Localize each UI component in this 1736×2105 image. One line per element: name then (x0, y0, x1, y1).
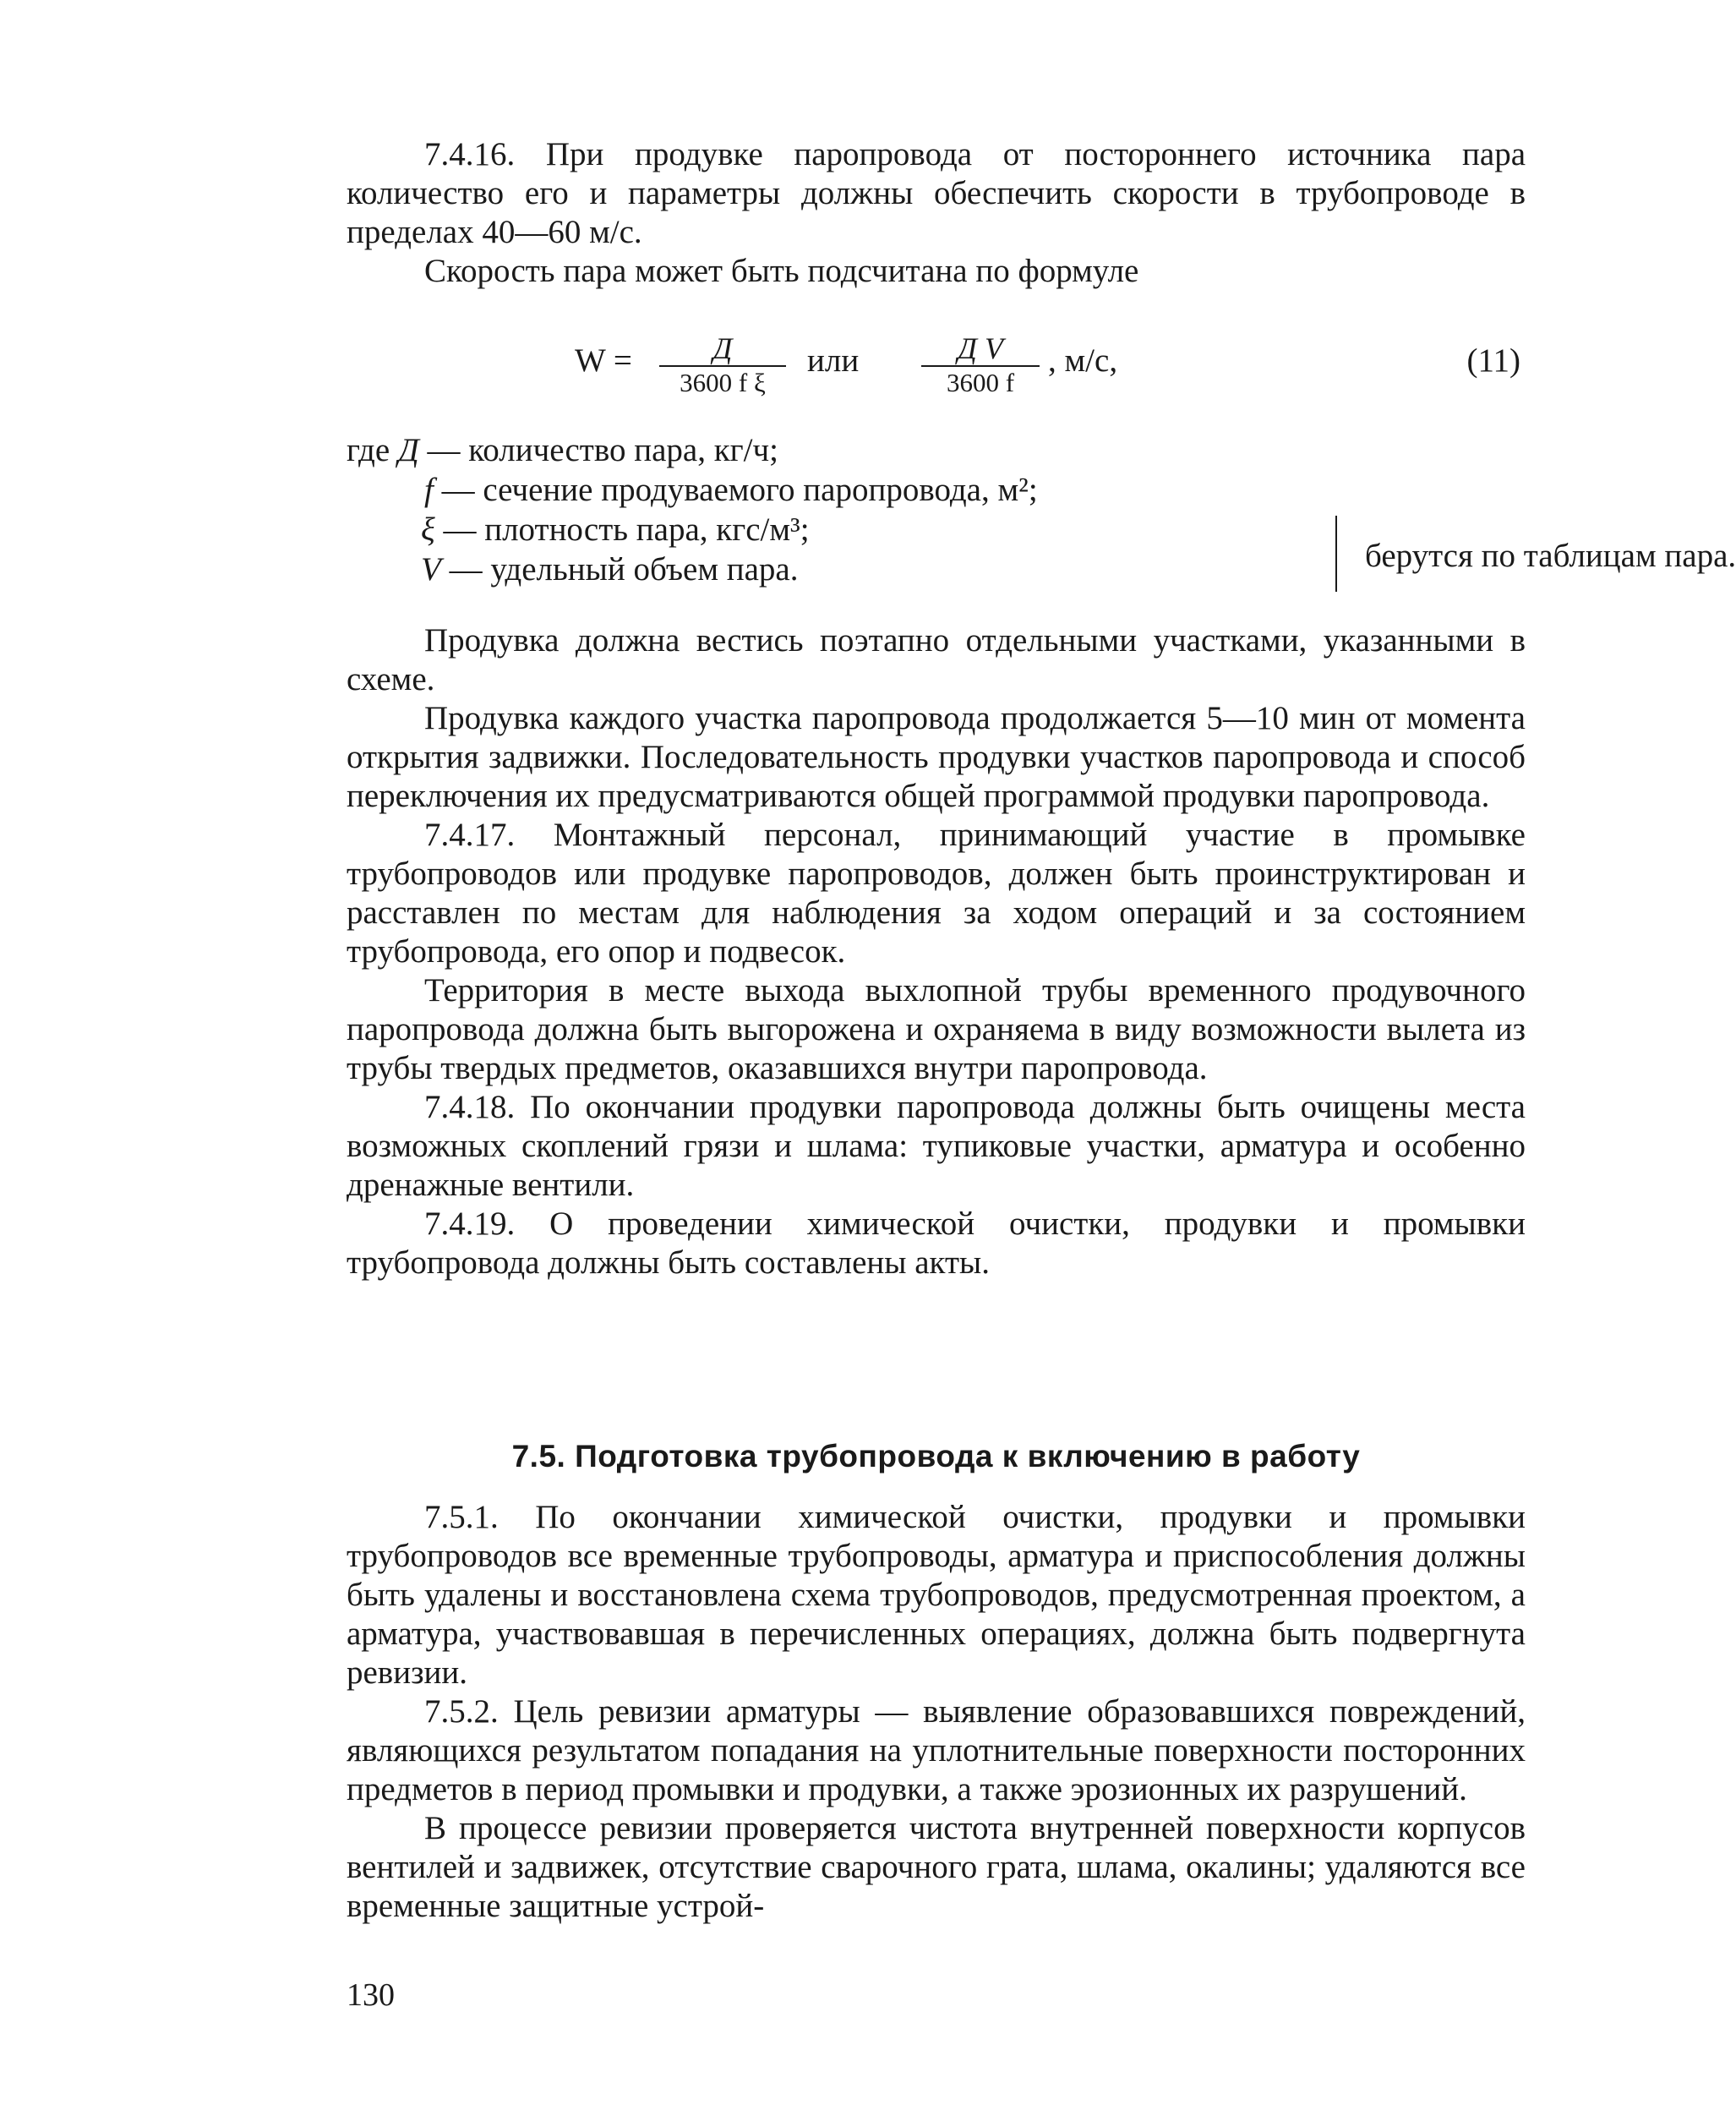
definition-v (421, 550, 799, 589)
paragraph-blowing-stages: Продувка должна вестись поэтапно отдельными участками, указанными в схеме. (347, 622, 1526, 697)
paragraph-formula-intro: Скорость пара может быть подсчитана по формуле (424, 253, 1139, 289)
symbol-d: Д (397, 432, 419, 468)
fraction-1-numerator: Д (712, 331, 733, 365)
section-heading-7-5: 7.5. Подготовка трубопровода к включению в работу (511, 1439, 1361, 1474)
formula-number: (11) (1466, 342, 1520, 379)
definition-v-text: — удельный объем пара. (449, 551, 799, 588)
definition-xi (421, 511, 810, 549)
paragraph-7-5-1: 7.5.1. По окончании химической очистки, продувки и промывки трубопроводов все временные трубопроводы, арматура и приспособления должны быть удалены и восстановлена схема трубопроводов, предусмотренная проектом, а арматура, участвовавшая в перечисленных операциях, должна быть подвергнута ревизии. (347, 1499, 1526, 1691)
formula-lhs: W = (575, 342, 632, 379)
formula-fraction-1 (659, 331, 786, 399)
paragraph-7-5-2: 7.5.2. Цель ревизии арматуры — выявление образовавшихся повреждений, являющихся результатом попадания на уплотнительные поверхности посторонних предметов в период промывки и продувки, а также эрозионных их разрушений. (347, 1693, 1526, 1807)
brace-bracket (1335, 516, 1347, 592)
page-number: 130 (347, 1977, 395, 2013)
formula-unit: , м/с, (1048, 342, 1118, 379)
text-block-top (347, 135, 1526, 291)
paragraph-revision-process: В процессе ревизии проверяется чистота внутренней поверхности корпусов вентилей и задвижек, отсутствие сварочного грата, шлама, окалины; удаляются все временные защитные устрой- (347, 1810, 1526, 1924)
paragraph-7-4-19: 7.4.19. О проведении химической очистки, продувки и промывки трубопровода должны быть составлены акты. (347, 1206, 1526, 1281)
paragraph-blowing-duration: Продувка каждого участка паропровода продолжается 5—10 мин от момента открытия задвижки. Последовательность продувки участков паропровода и способ переключения их предусматриваются общей программой продувки паропровода. (347, 700, 1526, 814)
definition-f-text: — сечение продуваемого паропровода, м²; (441, 472, 1038, 508)
definition-xi-text: — плотность пара, кгс/м³; (443, 511, 810, 548)
formula-11 (347, 331, 1526, 407)
symbol-v: V (421, 551, 441, 588)
text-block-bottom (347, 1498, 1526, 1926)
where-label: где (347, 432, 390, 468)
formula-definitions (347, 431, 1736, 596)
fraction-2-numerator: Д V (958, 331, 1003, 365)
symbol-xi: ξ (421, 511, 435, 548)
brace-note: берутся по таблицам пара. (1365, 538, 1736, 574)
symbol-f: f (424, 472, 434, 508)
paragraph-7-4-17: 7.4.17. Монтажный персонал, принимающий участие в промывке трубопроводов или продувке паропроводов, должен быть проинструктирован и расставлен по местам для наблюдения за ходом операций и за состоянием трубопровода, его опор и подвесок. (347, 817, 1526, 970)
fraction-1-denominator: 3600 f ξ (680, 368, 766, 397)
formula-fraction-2 (921, 331, 1040, 399)
paragraph-7-4-18: 7.4.18. По окончании продувки паропровода должны быть очищены места возможных скоплений грязи и шлама: тупиковые участки, арматура и особенно дренажные вентили. (347, 1089, 1526, 1203)
fraction-2-denominator: 3600 f (946, 368, 1015, 397)
text-block-middle (347, 621, 1526, 1282)
definition-d-text: — количество пара, кг/ч; (427, 432, 778, 468)
definition-f (424, 471, 1038, 510)
paragraph-7-4-16: 7.4.16. При продувке паропровода от постороннего источника пара количество его и параметры должны обеспечить скорости в трубопроводе в пределах 40—60 м/с. (347, 136, 1526, 250)
definition-d (347, 431, 778, 470)
formula-or: или (807, 342, 860, 379)
paragraph-territory: Территория в месте выхода выхлопной трубы временного продувочного паропровода должна быть выгорожена и охраняема в виду возможности вылета из трубы твердых предметов, оказавшихся внутри паропровода. (347, 972, 1526, 1086)
